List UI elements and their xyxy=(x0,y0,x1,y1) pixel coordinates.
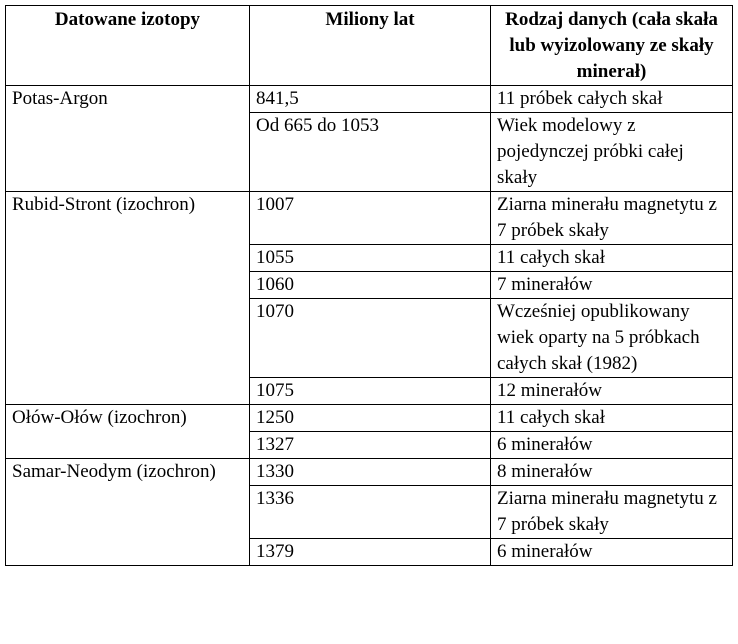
data-type-cell: 11 całych skał xyxy=(491,405,733,432)
header-million-years: Miliony lat xyxy=(250,6,491,86)
table-row xyxy=(6,86,733,113)
table-row xyxy=(6,192,733,245)
age-cell: 1250 xyxy=(250,405,491,432)
data-type-cell: 6 minerałów xyxy=(491,432,733,459)
data-type-cell: Ziarna minerału magnetytu z 7 próbek skały xyxy=(491,486,733,539)
age-cell: 1379 xyxy=(250,539,491,566)
age-cell: 1070 xyxy=(250,299,491,378)
header-isotopes: Datowane izotopy xyxy=(6,6,250,86)
data-type-cell: 11 próbek całych skał xyxy=(491,86,733,113)
isotope-cell: Rubid-Stront (izochron) xyxy=(6,192,250,405)
header-row xyxy=(6,6,733,86)
isotope-dating-table xyxy=(5,5,733,566)
age-cell: 1075 xyxy=(250,378,491,405)
age-cell: 1055 xyxy=(250,245,491,272)
header-data-type: Rodzaj danych (cała skała lub wyizolowany ze skały minerał) xyxy=(491,6,733,86)
age-cell: 1060 xyxy=(250,272,491,299)
data-type-cell: 7 minerałów xyxy=(491,272,733,299)
data-type-cell: Wcześniej opublikowany wiek oparty na 5 próbkach całych skał (1982) xyxy=(491,299,733,378)
data-type-cell: 12 minerałów xyxy=(491,378,733,405)
table-row xyxy=(6,405,733,432)
data-type-cell: 11 całych skał xyxy=(491,245,733,272)
isotope-cell: Potas-Argon xyxy=(6,86,250,192)
age-cell: 1330 xyxy=(250,459,491,486)
age-cell: 1327 xyxy=(250,432,491,459)
age-cell: 1007 xyxy=(250,192,491,245)
age-cell: Od 665 do 1053 xyxy=(250,113,491,192)
table-row xyxy=(6,459,733,486)
data-type-cell: Ziarna minerału magnetytu z 7 próbek skały xyxy=(491,192,733,245)
age-cell: 1336 xyxy=(250,486,491,539)
age-cell: 841,5 xyxy=(250,86,491,113)
isotope-cell: Ołów-Ołów (izochron) xyxy=(6,405,250,459)
data-type-cell: 8 minerałów xyxy=(491,459,733,486)
data-type-cell: 6 minerałów xyxy=(491,539,733,566)
isotope-cell: Samar-Neodym (izochron) xyxy=(6,459,250,566)
data-type-cell: Wiek modelowy z pojedynczej próbki całej skały xyxy=(491,113,733,192)
